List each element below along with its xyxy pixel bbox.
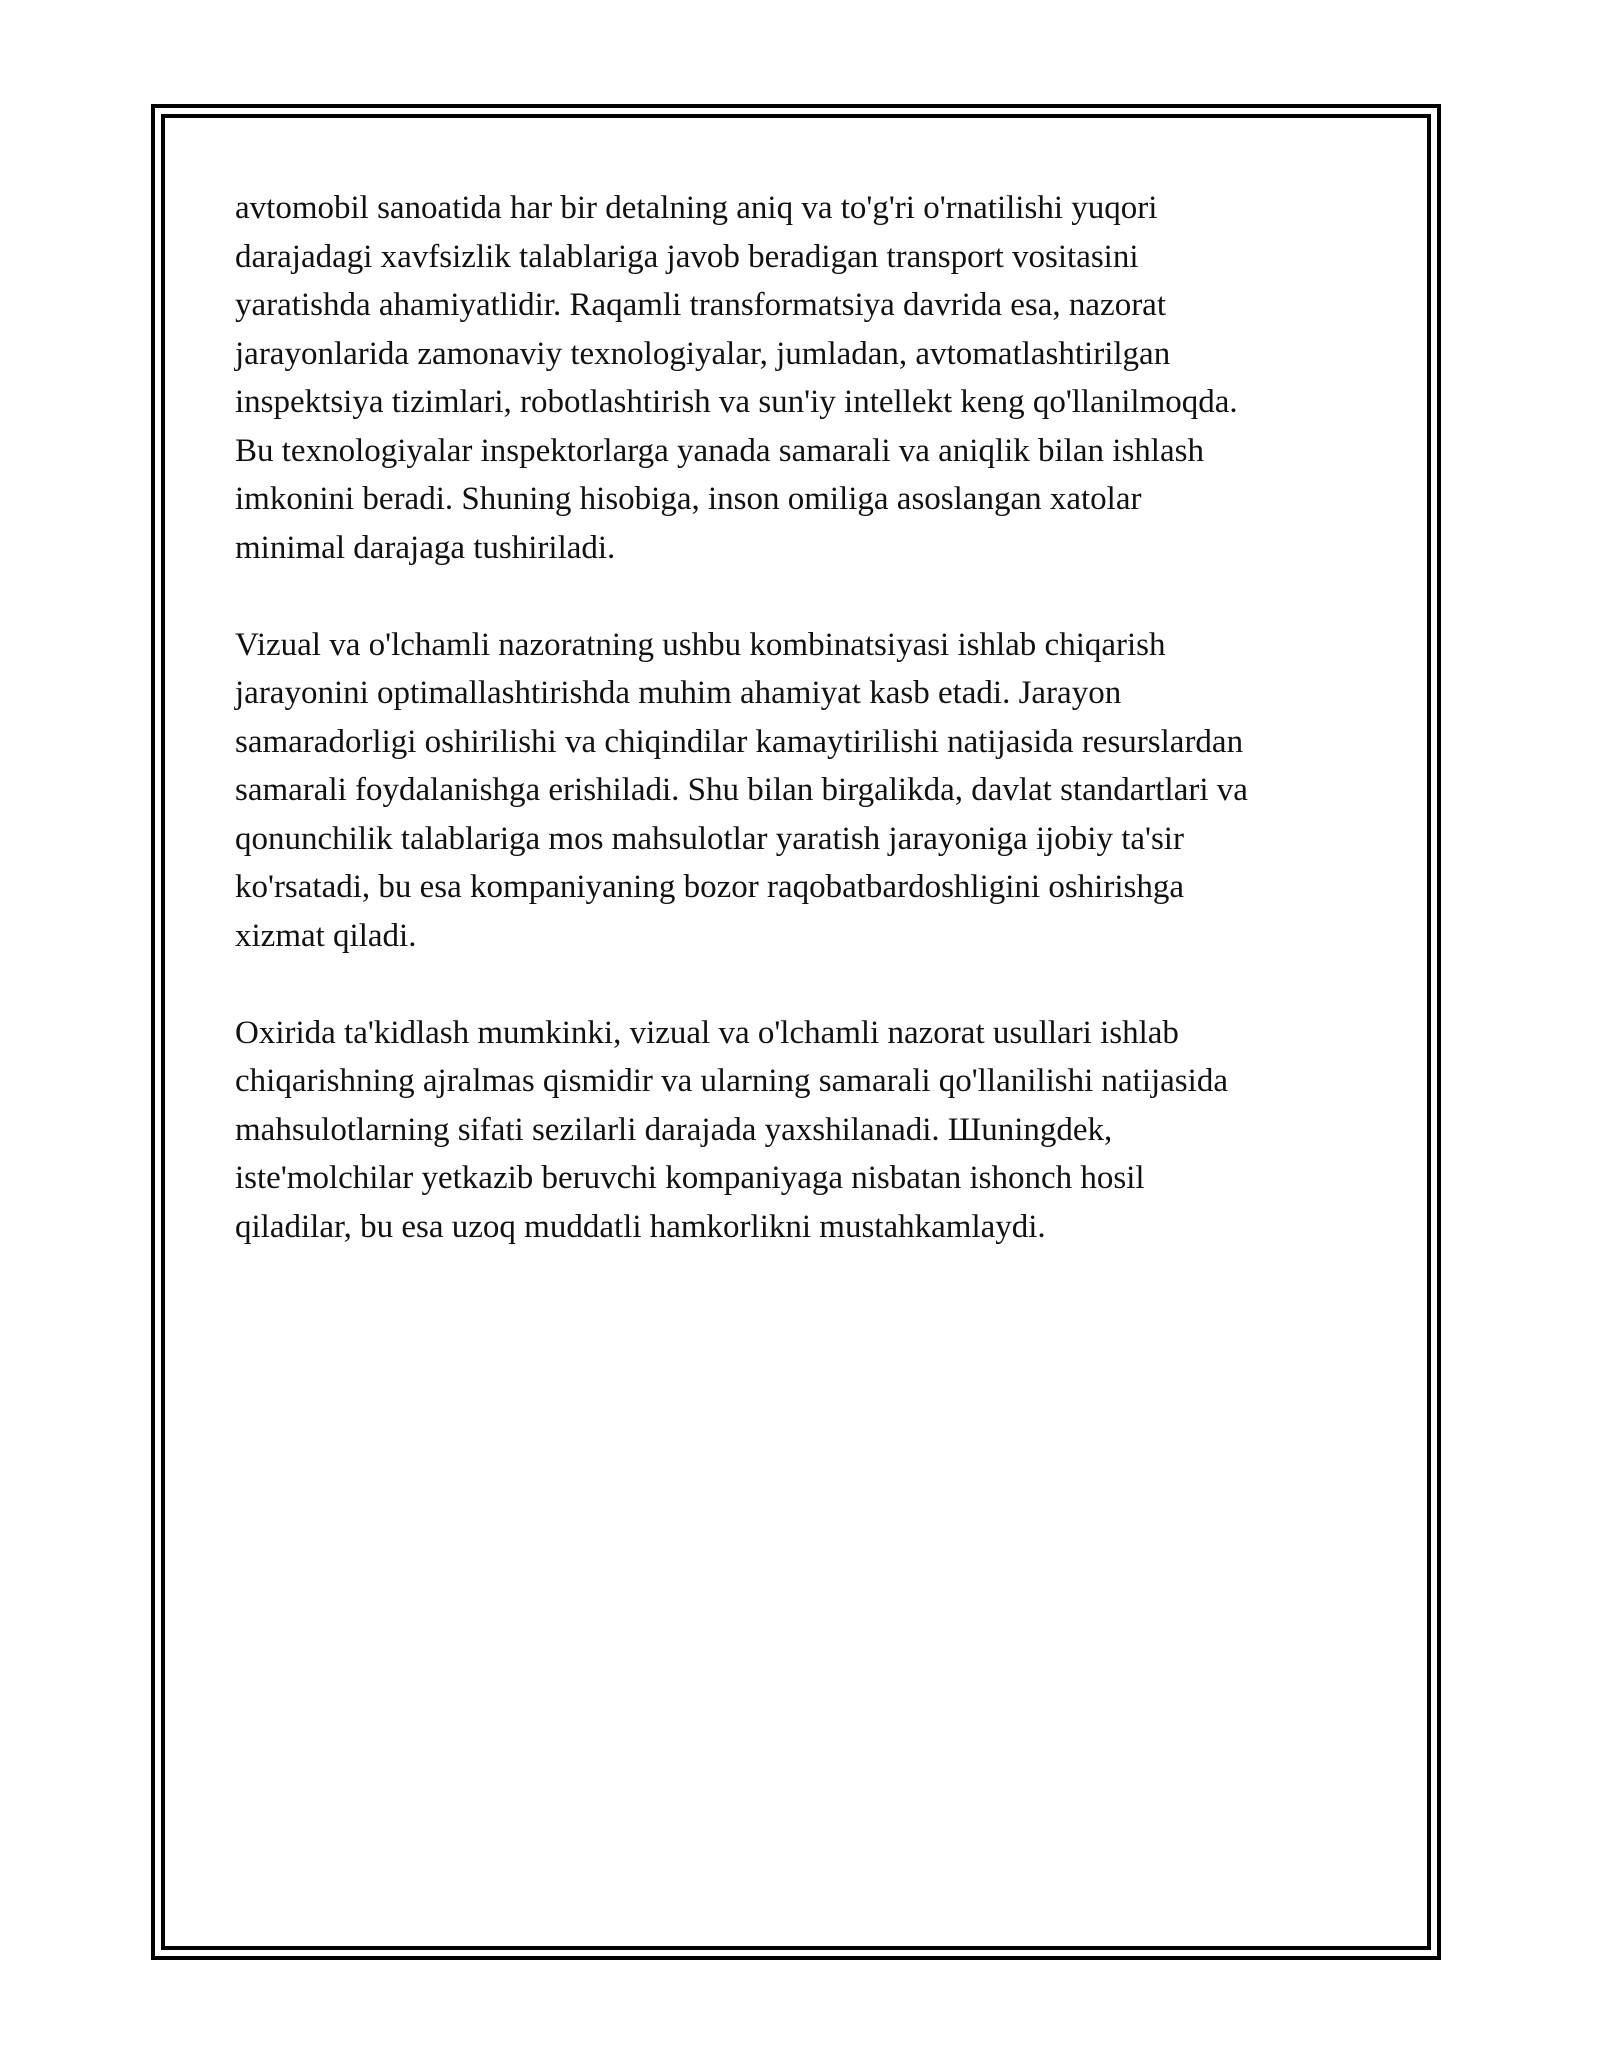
- paragraph-1: avtomobil sanoatida har bir detalning aniq va to'g'ri o'rnatilishi yuqori darajadagi xavfsizlik talablariga javob beradigan transport vositasini yaratishda ahamiyatlidir. Raqamli transformatsiya davrida esa, nazorat jarayonlarida zamonaviy texnologiyalar, jumladan, avtomatlashtirilgan inspektsiya tizimlari, robotlashtirish va sun'iy intellekt keng qo'llanilmoqda. Bu texnologiyalar inspektorlarga yanada samarali va aniqlik bilan ishlash imkonini beradi. Shuning hisobiga, inson omiliga asoslangan xatolar minimal darajaga tushiriladi.: [235, 190, 1238, 566]
- paragraph-2: Vizual va o'lchamli nazoratning ushbu kombinatsiyasi ishlab chiqarish jarayonini optimallashtirishda muhim ahamiyat kasb etadi. Jarayon samaradorligi oshirilishi va chiqindilar kamaytirilishi natijasida resurslardan samarali foydalanishga erishiladi. Shu bilan birgalikda, davlat standartlari va qonunchilik talablariga mos mahsulotlar yaratish jarayoniga ijobiy ta'sir ko'rsatadi, bu esa kompaniyaning bozor raqobatbardoshligini oshirishga xizmat qiladi.: [235, 626, 1248, 954]
- paragraph-3: Oxirida ta'kidlash mumkinki, vizual va o'lchamli nazorat usullari ishlab chiqarishning ajralmas qismidir va ularning samarali qo'llanilishi natijasida mahsulotlarning sifati sezilarli darajada yaxshilanadi. Шuningdek, iste'molchilar yetkazib beruvchi kompaniyaga nisbatan ishonch hosil qiladilar, bu esa uzoq muddatli hamkorlikni mustahkamlaydi.: [235, 1014, 1228, 1245]
- document-body: [235, 184, 1380, 1300]
